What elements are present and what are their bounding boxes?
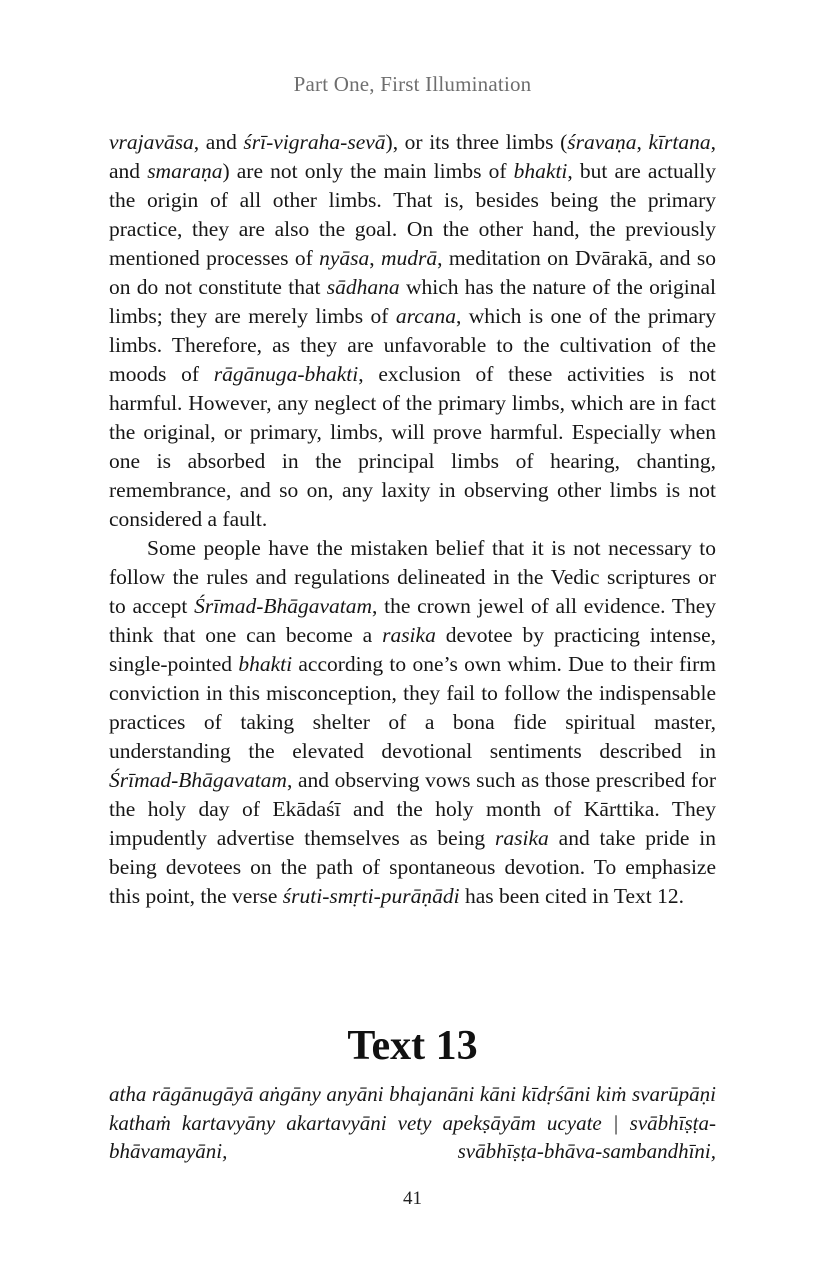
term: śravaṇa — [567, 130, 637, 154]
text-run: and take pride in being devotees on the path of spontaneous devotion. To emphasize this point, the verse — [109, 826, 716, 908]
text-run: which has the nature of the original limbs; they are merely limbs of — [109, 275, 716, 328]
term: vrajavāsa — [109, 130, 194, 154]
running-head: Part One, First Illumination — [293, 72, 532, 96]
term: śrī-vigraha-sevā — [243, 130, 386, 154]
text-run: ) are not only the main limbs of — [222, 159, 514, 183]
text-run: according to one’s own whim. Due to their firm conviction in this misconception, they fail to follow the indispensable practices of taking shelter of a bona fide spiritual master, understanding the elevated devotional sentiments described in — [109, 652, 716, 763]
page-number: 41 — [403, 1188, 422, 1209]
body-text — [109, 128, 716, 911]
text-run: , exclusion of these activities is not harmful. However, any neglect of the primary limbs, which are in fact the original, or primary, limbs, will prove harmful. Especially when one is absorbed in the principal limbs of hearing, chanting, remembrance, and so on, any laxity in observing other limbs is not considered a fault. — [109, 362, 716, 531]
text-run: Some people have the mistaken belief that it is not necessary to follow the rules and regulations delineated in the Vedic scriptures or to accept — [109, 536, 716, 618]
sanskrit-verse: atha rāgānugāyā aṅgāny anyāni bhajanāni kāni kīdṛśāni kiṁ svarūpāṇi kathaṁ kartavyāny akartavyāni vety apekṣāyām ucyate | svābhīṣṭa-bhāvamayāni, svābhīṣṭa-bhāva-sambandhīni, — [109, 1082, 716, 1163]
term: sādhana — [326, 275, 400, 299]
text-run: , — [636, 130, 649, 154]
term: mudrā — [380, 246, 438, 270]
text-run: has been cited in Text 12. — [459, 884, 684, 908]
term: śruti-smṛti-purāṇādi — [282, 884, 460, 908]
term: rasika — [382, 623, 436, 647]
term: smaraṇa — [147, 159, 223, 183]
term: rāgānuga-bhakti — [213, 362, 359, 386]
term: rasika — [495, 826, 549, 850]
term: bhakti — [238, 652, 293, 676]
text-run: , meditation on Dvārakā, and so on do not constitute that — [109, 246, 716, 299]
section-heading: Text 13 — [347, 1023, 478, 1069]
text-run: ), or its three limbs ( — [385, 130, 568, 154]
text-run: , and — [193, 130, 244, 154]
paragraph — [109, 534, 716, 911]
text-run: , and observing vows such as those prescribed for the holy day of Ekādaśī and the holy month of Kārttika. They impudently advertise themselves as being — [109, 768, 716, 850]
paragraph — [109, 128, 716, 534]
term: bhakti — [513, 159, 568, 183]
text-run: , the crown jewel of all evidence. They think that one can become a — [109, 594, 716, 647]
text-run: , but are actually the origin of all other limbs. That is, besides being the primary practice, they are also the goal. On the other hand, the previously mentioned processes of — [109, 159, 716, 270]
text-run: , — [369, 246, 381, 270]
text-run: devotee by practicing intense, single-pointed — [109, 623, 716, 676]
term: arcana — [395, 304, 456, 328]
term: Śrīmad-Bhāgavatam — [194, 594, 373, 618]
text-run: , which is one of the primary limbs. Therefore, as they are unfavorable to the cultivation of the moods of — [109, 304, 716, 386]
term: kīrtana — [648, 130, 711, 154]
text-run: , and — [109, 130, 716, 183]
term: Śrīmad-Bhāgavatam — [109, 768, 287, 792]
term: nyāsa — [319, 246, 370, 270]
